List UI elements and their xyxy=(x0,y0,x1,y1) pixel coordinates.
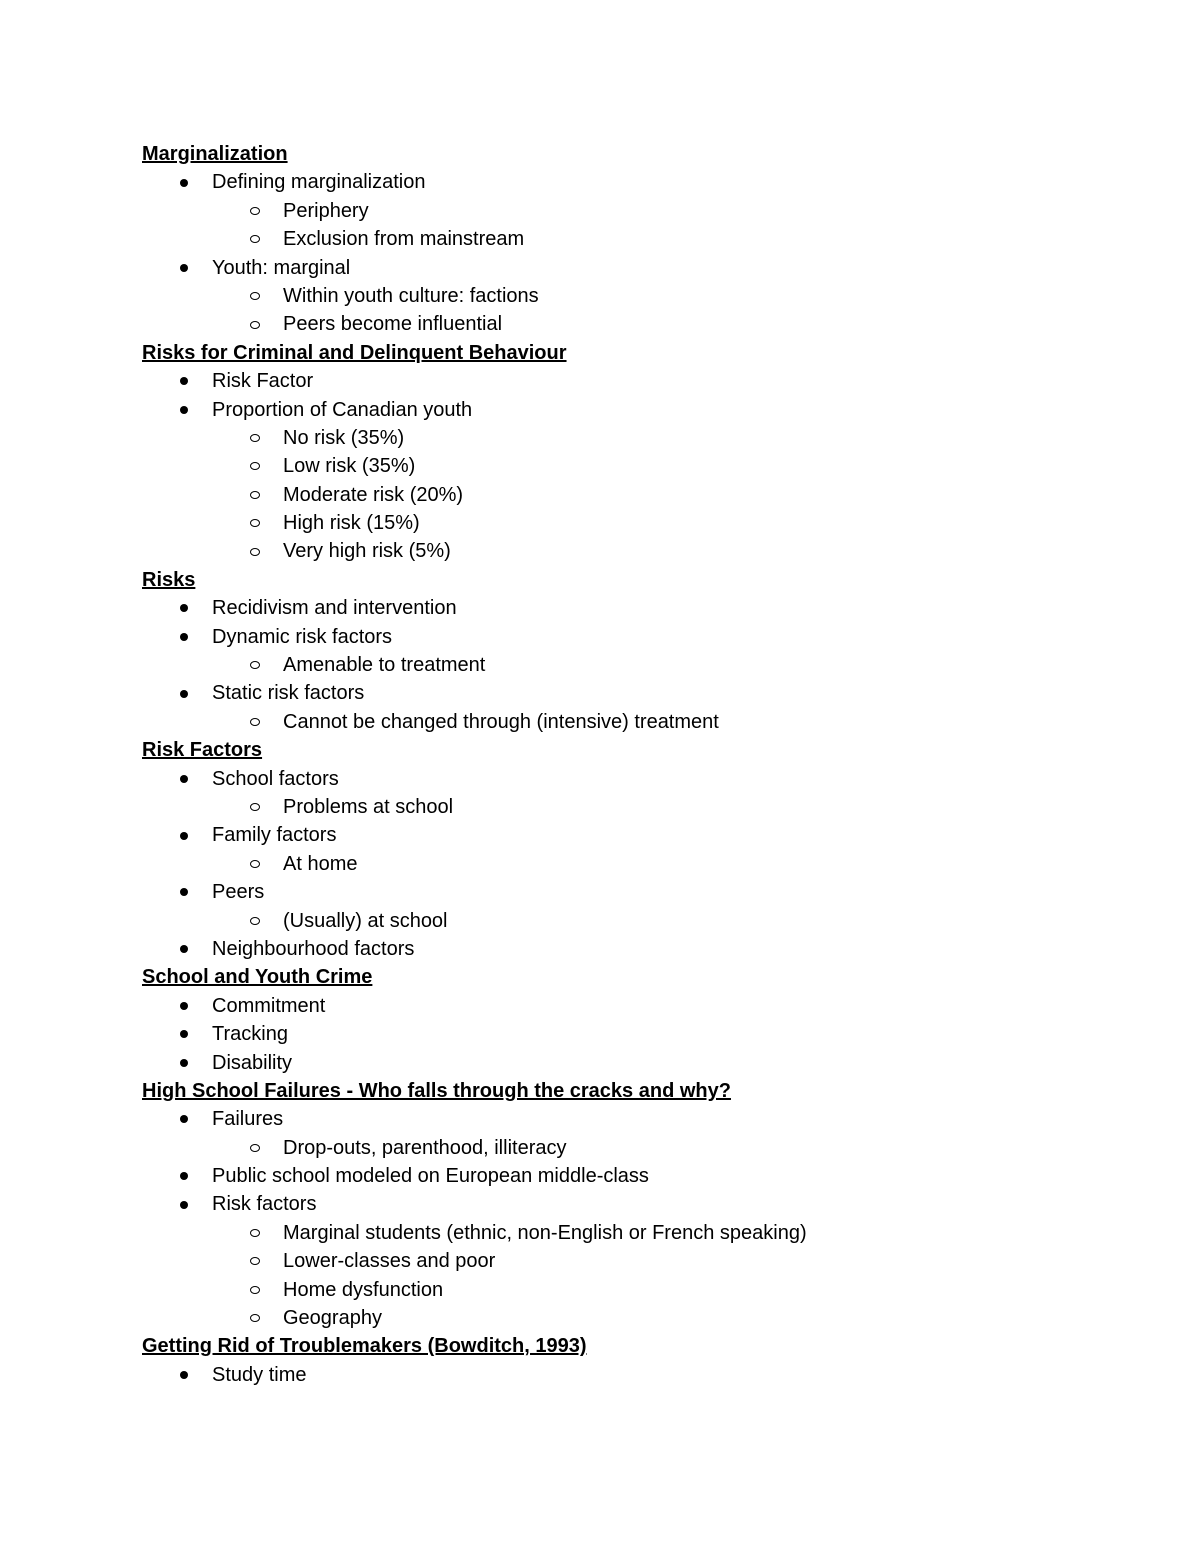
document-body xyxy=(142,140,1142,1389)
sub-list-item-text: Marginal students (ethnic, non-English or French speaking) xyxy=(283,1221,807,1244)
sub-list-item-text: At home xyxy=(283,852,358,875)
filled-bullet-icon xyxy=(180,1002,188,1010)
list-item xyxy=(142,1105,1142,1133)
list-item-text: Public school modeled on European middle-class xyxy=(212,1165,649,1188)
sub-list-item-text: Home dysfunction xyxy=(283,1278,444,1301)
hollow-bullet-icon xyxy=(250,1144,260,1152)
hollow-bullet-icon xyxy=(250,462,260,470)
filled-bullet-icon xyxy=(180,264,188,272)
hollow-bullet-icon xyxy=(250,718,260,726)
list-item xyxy=(142,1361,1142,1389)
filled-bullet-icon xyxy=(180,1030,188,1038)
list-item-text: Disability xyxy=(212,1051,293,1074)
section-heading: Risks xyxy=(142,568,196,591)
sub-list-item xyxy=(142,452,1142,480)
list-item xyxy=(142,992,1142,1020)
filled-bullet-icon xyxy=(180,1115,188,1123)
sub-list-item-text: Periphery xyxy=(283,199,369,222)
list-item xyxy=(142,1162,1142,1190)
list-item xyxy=(142,821,1142,849)
list-item xyxy=(142,1190,1142,1218)
section-heading: High School Failures - Who falls through the cracks and why? xyxy=(142,1079,731,1102)
sub-list-item xyxy=(142,537,1142,565)
hollow-bullet-icon xyxy=(250,321,260,329)
list-item-text: Proportion of Canadian youth xyxy=(212,398,473,421)
list-item xyxy=(142,254,1142,282)
list-item-text: Commitment xyxy=(212,994,326,1017)
sub-list-item xyxy=(142,225,1142,253)
list-item xyxy=(142,679,1142,707)
sub-list-item-text: No risk (35%) xyxy=(283,426,405,449)
sub-list-item-text: High risk (15%) xyxy=(283,512,420,535)
list-item-text: School factors xyxy=(212,767,339,790)
filled-bullet-icon xyxy=(180,604,188,612)
list-item xyxy=(142,765,1142,793)
sub-list-item-text: Low risk (35%) xyxy=(283,455,416,478)
hollow-bullet-icon xyxy=(250,917,260,925)
filled-bullet-icon xyxy=(180,179,188,187)
filled-bullet-icon xyxy=(180,1059,188,1067)
sub-list-item-text: Geography xyxy=(283,1307,382,1330)
sub-list-item-text: Lower-classes and poor xyxy=(283,1250,496,1273)
list-item xyxy=(142,623,1142,651)
list-item-text: Peers xyxy=(212,881,265,904)
list-item-text: Family factors xyxy=(212,824,337,847)
filled-bullet-icon xyxy=(180,1201,188,1209)
list-item-text: Defining marginalization xyxy=(212,171,426,194)
hollow-bullet-icon xyxy=(250,1257,260,1265)
hollow-bullet-icon xyxy=(250,661,260,669)
sub-list-item-text: Peers become influential xyxy=(283,313,503,336)
section-heading: Marginalization xyxy=(142,143,288,165)
hollow-bullet-icon xyxy=(250,548,260,556)
list-item xyxy=(142,1020,1142,1048)
list-item-text: Risk Factor xyxy=(212,370,314,393)
section-heading: Risk Factors xyxy=(142,739,263,762)
sub-list-item xyxy=(142,1134,1142,1162)
filled-bullet-icon xyxy=(180,377,188,385)
sub-list-item-text: Drop-outs, parenthood, illiteracy xyxy=(283,1136,567,1159)
list-item xyxy=(142,168,1142,196)
hollow-bullet-icon xyxy=(250,803,260,811)
sub-list-item xyxy=(142,651,1142,679)
list-item xyxy=(142,878,1142,906)
hollow-bullet-icon xyxy=(250,207,260,215)
list-item-text: Recidivism and intervention xyxy=(212,597,457,620)
filled-bullet-icon xyxy=(180,945,188,953)
list-item xyxy=(142,935,1142,963)
section-heading: Risks for Criminal and Delinquent Behaviour xyxy=(142,341,567,364)
sub-list-item-text: Amenable to treatment xyxy=(283,654,486,677)
sub-list-item xyxy=(142,197,1142,225)
filled-bullet-icon xyxy=(180,633,188,641)
filled-bullet-icon xyxy=(180,1371,188,1379)
sub-list-item xyxy=(142,282,1142,310)
sub-list-item xyxy=(142,907,1142,935)
list-item-text: Dynamic risk factors xyxy=(212,625,393,648)
filled-bullet-icon xyxy=(180,1172,188,1180)
sub-list-item xyxy=(142,1304,1142,1332)
filled-bullet-icon xyxy=(180,406,188,414)
hollow-bullet-icon xyxy=(250,1314,260,1322)
sub-list-item-text: Problems at school xyxy=(283,795,454,818)
list-item-text: Tracking xyxy=(212,1023,288,1046)
list-item xyxy=(142,367,1142,395)
list-item xyxy=(142,396,1142,424)
hollow-bullet-icon xyxy=(250,860,260,868)
filled-bullet-icon xyxy=(180,832,188,840)
list-item-text: Youth: marginal xyxy=(212,256,351,279)
hollow-bullet-icon xyxy=(250,491,260,499)
sub-list-item xyxy=(142,1219,1142,1247)
sub-list-item-text: Within youth culture: factions xyxy=(283,284,539,307)
sub-list-item-text: Cannot be changed through (intensive) treatment xyxy=(283,710,719,733)
section-heading: Getting Rid of Troublemakers (Bowditch, 1993) xyxy=(142,1335,587,1358)
sub-list-item xyxy=(142,424,1142,452)
list-item xyxy=(142,594,1142,622)
list-item xyxy=(142,1049,1142,1077)
section-heading: School and Youth Crime xyxy=(142,966,373,989)
filled-bullet-icon xyxy=(180,690,188,698)
sub-list-item xyxy=(142,1276,1142,1304)
hollow-bullet-icon xyxy=(250,1229,260,1237)
hollow-bullet-icon xyxy=(250,434,260,442)
sub-list-item xyxy=(142,509,1142,537)
sub-list-item xyxy=(142,310,1142,338)
list-item-text: Failures xyxy=(212,1108,284,1131)
list-item-text: Risk factors xyxy=(212,1193,317,1216)
sub-list-item-text: Moderate risk (20%) xyxy=(283,483,464,506)
sub-list-item xyxy=(142,793,1142,821)
sub-list-item xyxy=(142,1247,1142,1275)
filled-bullet-icon xyxy=(180,775,188,783)
sub-list-item xyxy=(142,850,1142,878)
sub-list-item-text: (Usually) at school xyxy=(283,909,448,932)
filled-bullet-icon xyxy=(180,888,188,896)
hollow-bullet-icon xyxy=(250,292,260,300)
list-item-text: Neighbourhood factors xyxy=(212,937,415,960)
hollow-bullet-icon xyxy=(250,235,260,243)
list-item-text: Static risk factors xyxy=(212,682,365,705)
sub-list-item-text: Exclusion from mainstream xyxy=(283,228,525,251)
sub-list-item xyxy=(142,481,1142,509)
sub-list-item xyxy=(142,708,1142,736)
list-item-text: Study time xyxy=(212,1363,307,1386)
hollow-bullet-icon xyxy=(250,519,260,527)
hollow-bullet-icon xyxy=(250,1286,260,1294)
sub-list-item-text: Very high risk (5%) xyxy=(283,540,451,563)
